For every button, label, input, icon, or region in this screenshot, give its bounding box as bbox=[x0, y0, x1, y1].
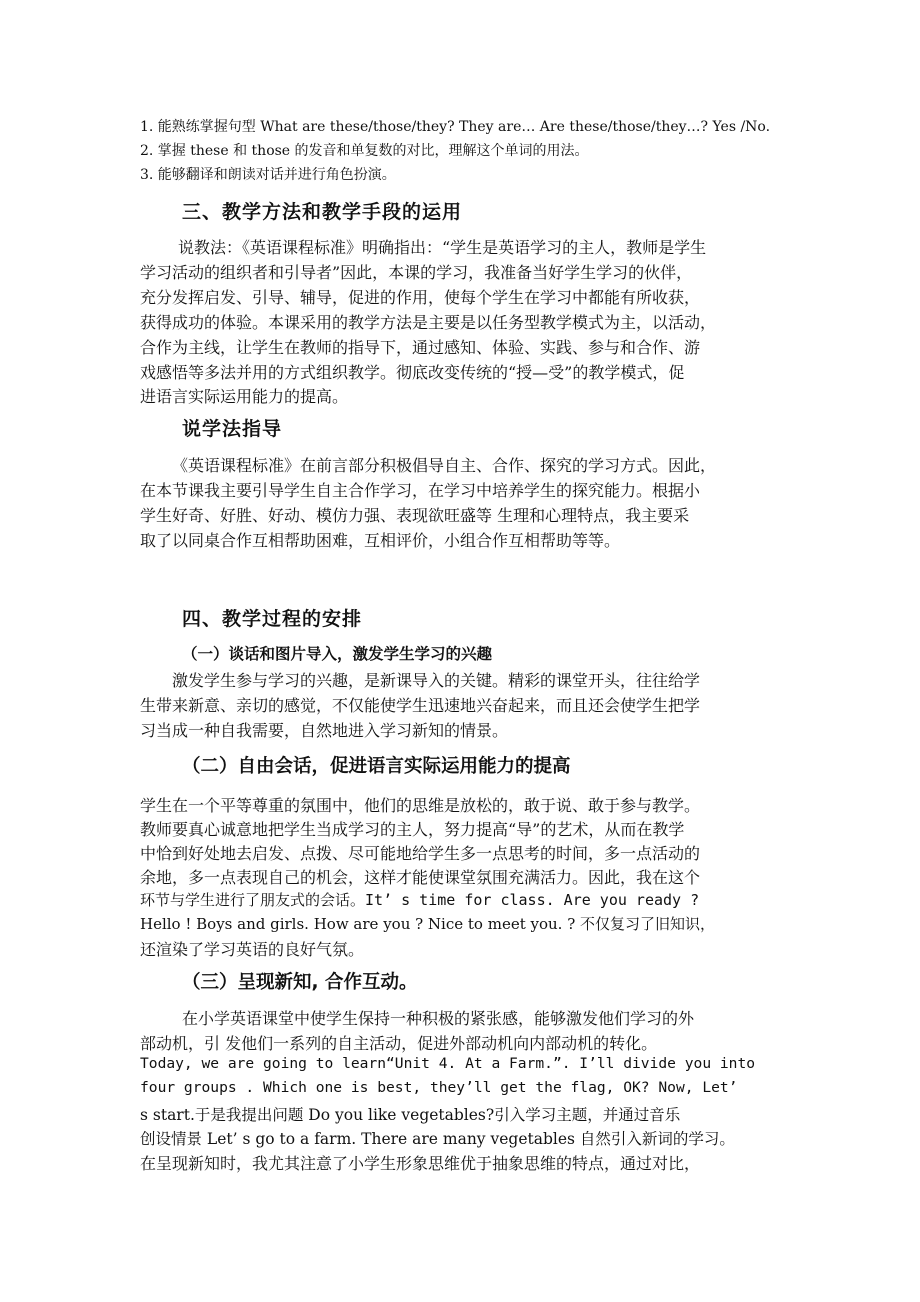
paragraph-line: 说教法：《英语课程标准》明确指出：“学生是英语学习的主人，教师是学生 bbox=[178, 238, 707, 257]
section-heading: 四、教学过程的安排 bbox=[182, 608, 363, 630]
paragraph-line: 余地，多一点表现自己的机会，这样才能使课堂氛围充满活力。因此，我在这个 bbox=[140, 868, 701, 887]
objective-item: 2. 掌握 these 和 those 的发音和单复数的对比，理解这个单词的用法。 bbox=[140, 143, 589, 159]
paragraph-line: 戏感悟等多法并用的方式组织教学。彻底改变传统的“授—受”的教学模式，促 bbox=[140, 363, 685, 382]
subsection-heading: （三）呈现新知, 合作互动。 bbox=[182, 972, 418, 993]
objective-item: 3. 能够翻译和朗读对话并进行角色扮演。 bbox=[140, 167, 396, 183]
paragraph-line: 学生在一个平等尊重的氛围中，他们的思维是放松的，敢于说、敢于参与教学。 bbox=[140, 796, 701, 815]
paragraph-line: 教师要真心诚意地把学生当成学习的主人，努力提高“导”的艺术，从而在教学 bbox=[140, 820, 685, 839]
paragraph-line: 取了以同桌合作互相帮助困难，互相评价，小组合作互相帮助等等。 bbox=[140, 531, 621, 550]
paragraph-line: 学生好奇、好胜、好动、模仿力强、表现欲旺盛等 生理和心理特点，我主要采 bbox=[140, 506, 690, 525]
subsection-heading: （二）自由会话，促进语言实际运用能力的提高 bbox=[182, 756, 571, 777]
paragraph-line: 还渲染了学习英语的良好气氛。 bbox=[140, 940, 365, 959]
paragraph-line: Hello ! Boys and girls. How are you ? Nice to meet you. ? 不仅复习了旧知识， bbox=[140, 915, 716, 933]
paragraph-line: 部动机，引 发他们一系列的自主活动，促进外部动机向内部动机的转化。 bbox=[140, 1034, 658, 1053]
paragraph-line: 充分发挥启发、引导、辅导，促进的作用，使每个学生在学习中都能有所收获， bbox=[140, 288, 701, 307]
subsection-heading: 说学法指导 bbox=[182, 418, 283, 440]
paragraph-line: 环节与学生进行了朋友式的会话。It’ s time for class. Are you ready ? bbox=[140, 891, 700, 909]
paragraph-line: 在小学英语课堂中使学生保持一种积极的紧张感，能够激发他们学习的外 bbox=[182, 1009, 695, 1028]
paragraph-line: 中恰到好处地去启发、点拨、尽可能地给学生多一点思考的时间，多一点活动的 bbox=[140, 844, 701, 863]
paragraph-line: 《英语课程标准》在前言部分积极倡导自主、合作、探究的学习方式。因此， bbox=[172, 456, 717, 475]
paragraph-line: 在本节课我主要引导学生自主合作学习，在学习中培养学生的探究能力。根据小 bbox=[140, 481, 701, 500]
subsection-heading: （一）谈话和图片导入，激发学生学习的兴趣 bbox=[182, 645, 493, 663]
objective-item: 1. 能熟练掌握句型 What are these/those/they? They are… Are these/those/they…? Yes /No. bbox=[140, 119, 771, 135]
paragraph-line: 在呈现新知时，我尤其注意了小学生形象思维优于抽象思维的特点，通过对比， bbox=[140, 1154, 701, 1173]
paragraph-line: 习当成一种自我需要，自然地进入学习新知的情景。 bbox=[140, 721, 509, 740]
paragraph-line: 进语言实际运用能力的提高。 bbox=[140, 387, 349, 406]
paragraph-line: 激发学生参与学习的兴趣，是新课导入的关键。精彩的课堂开头，往往给学 bbox=[172, 671, 701, 690]
paragraph-line: four groups . Which one is best, they’ll get the flag, OK? Now, Let’ bbox=[140, 1079, 738, 1096]
paragraph-line: Today, we are going to learn“Unit 4. At a Farm.”. I’ll divide you into bbox=[140, 1055, 756, 1072]
paragraph-line: 创设情景 Let’ s go to a farm. There are many vegetables 自然引入新词的学习。 bbox=[140, 1130, 735, 1148]
paragraph-line: 学习活动的组织者和引导者”因此，本课的学习，我准备当好学生学习的伙伴， bbox=[140, 263, 693, 282]
paragraph-line: 生带来新意、亲切的感觉，不仅能使学生迅速地兴奋起来，而且还会使学生把学 bbox=[140, 696, 701, 715]
paragraph-line: s start.于是我提出问题 Do you like vegetables?引入学习主题，并通过音乐 bbox=[140, 1106, 681, 1124]
section-heading: 三、教学方法和教学手段的运用 bbox=[182, 201, 463, 223]
paragraph-line: 合作为主线，让学生在教师的指导下，通过感知、体验、实践、参与和合作、游 bbox=[140, 338, 701, 357]
paragraph-line: 获得成功的体验。本课采用的教学方法是主要是以任务型教学模式为主，以活动， bbox=[140, 313, 717, 332]
